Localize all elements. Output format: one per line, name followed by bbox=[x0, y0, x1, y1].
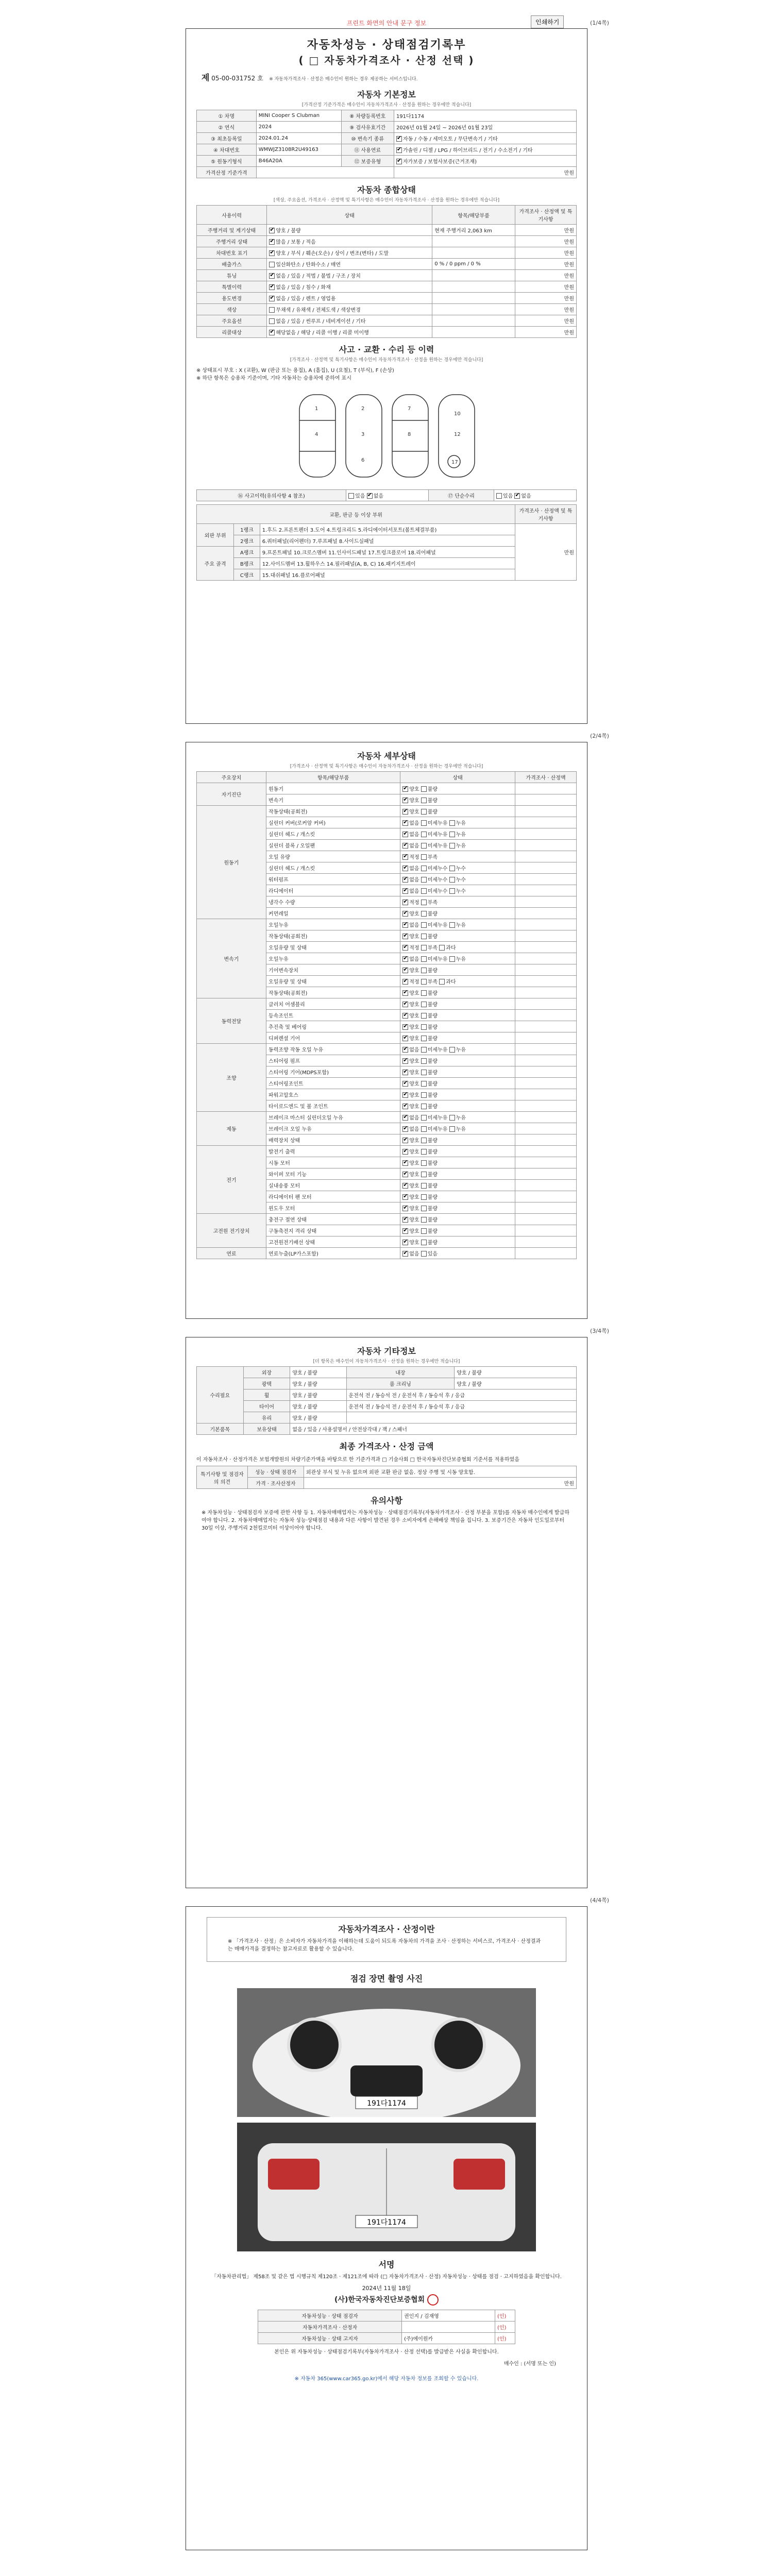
photo-heading: 점검 장면 촬영 사진 bbox=[350, 1974, 423, 1984]
table-row: 특기사항 및 점검자의 의견 성능 · 상태 점검자 외관상 부식 및 누유 없으며 외판 교환 판금 없음. 정상 주행 및 시동 양호함. bbox=[197, 1466, 577, 1478]
accident-legend: ※ 상태표시 부호 : X (교환), W (판금 또는 용접), A (흠집), U (요철), T (부식), F (손상) ※ 하단 항목은 승용차 기준이며, 기타 자동차는 승용차에 준하여 표시 bbox=[196, 368, 394, 381]
other-info-table bbox=[196, 1366, 577, 1435]
table-row: 외판 부위 1랭크 1.후드 2.프론트펜더 3.도어 4.트렁크리드 5.라디에이터서포트(볼트체결부품) 만원 bbox=[197, 524, 577, 535]
document-number: 제 05-00-031752 호 ※ 자동차가격조사 · 산정은 매수인이 원하는 경우 제공하는 서비스입니다. bbox=[201, 73, 418, 82]
table-row: 타이어 양호 / 불량 운전석 전 / 동승석 전 / 운전석 후 / 동승석 후 / 응급 bbox=[197, 1401, 577, 1412]
receipt-sign: 매수인 : (서명 또는 인) bbox=[503, 2361, 556, 2367]
table-row: ⑤ 원동기형식 B46A20A ⑫ 보증유형 ✔ 자가보증 / 보험사보증(근거조재) bbox=[197, 156, 577, 167]
table-row: 주행거리 상태 ✔ 많음 / 보통 / 적음 만원 bbox=[197, 236, 577, 247]
detail-status-table bbox=[196, 771, 577, 1259]
svg-text:4: 4 bbox=[315, 432, 318, 437]
plate-text: 191다1174 bbox=[367, 2099, 406, 2108]
document-subtitle: ( □ 자동차가격조사 · 산정 선택 ) bbox=[298, 54, 475, 66]
table-row: 연료 연료누출(LP가스포함) ✔ 없음 있음 bbox=[197, 1248, 577, 1259]
print-button[interactable]: 인쇄하기 bbox=[531, 15, 564, 28]
table-row: B랭크 12.사이드멤버 13.휠하우스 14.필러패널(A, B, C) 16.패키지트레이 bbox=[197, 558, 577, 569]
table-header-row: 주요장치 항목/해당부품 상태 가격조사 · 산정액 bbox=[197, 772, 577, 783]
table-row: 주요 골격 A랭크 9.프론트패널 10.크로스멤버 11.인사이드패널 17.트렁크플로어 18.리어패널 bbox=[197, 547, 577, 558]
top-notice: 프린트 화면의 안내 문구 정보 bbox=[346, 20, 427, 27]
table-row: 작동상태(공회전) ✔ 양호 불량 bbox=[197, 930, 577, 942]
svg-text:17: 17 bbox=[451, 460, 458, 465]
table-row: 라디에이터 ✔ 없음 미세누수 누수 bbox=[197, 885, 577, 896]
table-row: 제동 브레이크 마스터 실린더오일 누유 ✔ 없음 미세누유 누유 bbox=[197, 1112, 577, 1123]
svg-text:1: 1 bbox=[315, 406, 318, 412]
table-row: ④ 차대번호 WMWJZ3108R2U49163 ⑪ 사용연료 ✔ 가솔린 / 디젤 / LPG / 하이브리드 / 전기 / 수소전기 / 기타 bbox=[197, 144, 577, 156]
accident-summary-table bbox=[196, 489, 577, 501]
table-row: 고전원전기배선 상태 ✔ 양호 불량 bbox=[197, 1236, 577, 1248]
basic-info-heading: 자동차 기본정보 bbox=[357, 90, 416, 99]
rear-photo bbox=[237, 2123, 536, 2253]
svg-text:10: 10 bbox=[454, 411, 461, 417]
table-row: 오일 유량 ✔ 적정 부족 bbox=[197, 851, 577, 862]
signers-table bbox=[258, 2310, 515, 2344]
svg-text:2: 2 bbox=[361, 406, 365, 412]
final-price-text: 이 자동차조사 · 산정가격은 보험개발원의 차량기준가액을 바탕으로 한 기준가격과 □ 기술사회 □ 한국자동차진단보증협회 기준서를 적용하였음 bbox=[196, 1457, 519, 1463]
detail-status-note: [가격조사 · 산정액 및 특기사항은 매수인이 자동차가격조사 · 산정을 원하는 경우에만 적습니다] bbox=[290, 764, 483, 769]
table-row: 기본품목 보유상태 없음 / 있음 / 사용설명서 / 안전삼각대 / 잭 / 스패너 bbox=[197, 1423, 577, 1435]
table-row: 리콜대상 ✔ 해당없음 / 해당 / 리콜 이행 / 리콜 미이행 만원 bbox=[197, 327, 577, 338]
table-row: 변속기 ✔ 양호 불량 bbox=[197, 794, 577, 806]
accident-history-note: [가격조사 · 산정액 및 특기사항은 매수인이 자동차가격조사 · 산정을 원하는 경우에만 적습니다] bbox=[290, 358, 483, 363]
car-damage-diagram bbox=[196, 384, 578, 487]
page-4 bbox=[186, 1906, 587, 2550]
overall-status-heading: 자동차 종합상태 bbox=[357, 185, 416, 195]
table-row: 배력장치 상태 ✔ 양호 불량 bbox=[197, 1134, 577, 1146]
table-row: 실린더 헤드 / 개스킷 ✔ 없음 미세누유 누유 bbox=[197, 828, 577, 840]
svg-text:3: 3 bbox=[361, 432, 365, 437]
svg-text:7: 7 bbox=[408, 406, 411, 412]
other-info-note: [더 항목은 매수인이 자동차가격조사 · 산정을 원하는 경우에만 적습니다] bbox=[313, 1359, 460, 1364]
overall-status-note: [색상, 주요옵션, 가격조사 · 산정액 및 특기사항은 매수인이 자동차가격조사 · 산정을 원하는 경우에만 적습니다] bbox=[273, 198, 500, 203]
page-number: (2/4쪽) bbox=[590, 733, 609, 739]
table-row: 유리 양호 / 불량 bbox=[197, 1412, 577, 1423]
svg-text:8: 8 bbox=[408, 432, 411, 437]
signature-company: (사)한국자동차진단보증협회 bbox=[186, 2294, 587, 2306]
price-intro-box: 자동차가격조사 · 산정이란 ※ 「가격조사 · 산정」은 소비자가 자동차가격을 이해하는데 도움이 되도록 자동차의 가격을 조사 · 산정하는 서비스로, 가격조사 · 산정결과는 매매가격을 결정하는 참고자료로 활용할 수 있습니다. bbox=[207, 1917, 566, 1962]
table-row: 자동차성능 · 상태 점검자 권인지 / 김재영 (인) bbox=[258, 2310, 515, 2321]
table-row: 스티어링 기어(MDPS포함) ✔ 양호 불량 bbox=[197, 1066, 577, 1078]
table-row: 자기진단 원동기 ✔ 양호 불량 bbox=[197, 783, 577, 794]
table-row: 와이퍼 모터 기능 ✔ 양호 불량 bbox=[197, 1168, 577, 1180]
front-photo bbox=[237, 1988, 536, 2119]
svg-text:6: 6 bbox=[361, 457, 365, 463]
table-row: 배출가스 일산화탄소 / 탄화수소 / 매연 0 % / 0 ppm / 0 % 만원 bbox=[197, 259, 577, 270]
table-header-row: 교환, 판금 등 이상 부위 가격조사 · 산정액 및 특기사항 bbox=[197, 505, 577, 524]
basic-info-note: [가격산정 기준가격은 매수인이 자동차가격조사 · 산정을 원하는 경우에만 적습니다] bbox=[301, 103, 472, 108]
table-row: 변속기 오일누유 ✔ 없음 미세누유 누유 bbox=[197, 919, 577, 930]
table-row: 특별이력 ✔ 없음 / 있음 / 침수 / 화재 만원 bbox=[197, 281, 577, 293]
table-row: 타이로드엔드 및 볼 조인트 ✔ 양호 불량 bbox=[197, 1100, 577, 1112]
page-1 bbox=[186, 28, 587, 724]
page-number: (3/4쪽) bbox=[590, 1328, 609, 1334]
overall-status-table bbox=[196, 205, 577, 338]
table-row: 조향 동력조향 작동 오일 누유 ✔ 없음 미세누유 누유 bbox=[197, 1044, 577, 1055]
table-row: 색상 무채색 / 유채색 / 전체도색 / 색상변경 만원 bbox=[197, 304, 577, 315]
frame-table bbox=[196, 504, 577, 581]
plate-text-rear: 191다1174 bbox=[367, 2218, 406, 2227]
table-row: 브레이크 오일 누유 ✔ 없음 미세누유 누유 bbox=[197, 1123, 577, 1134]
table-row: 전기 발전기 출력 ✔ 양호 불량 bbox=[197, 1146, 577, 1157]
table-row: 라디에이터 팬 모터 ✔ 양호 불량 bbox=[197, 1191, 577, 1202]
table-row: 커먼레일 ✔ 양호 불량 bbox=[197, 908, 577, 919]
document-title: 자동차성능 · 상태점검기록부 bbox=[307, 39, 466, 52]
table-row: 용도변경 ✔ 없음 / 있음 / 렌트 / 영업용 만원 bbox=[197, 293, 577, 304]
table-row: 원동기 작동상태(공회전) ✔ 양호 불량 bbox=[197, 806, 577, 817]
table-row: 가격산정 기준가격 만원 bbox=[197, 167, 577, 178]
table-row: ③ 최초등록일 2024.01.24 ⑩ 변속기 종류 ✔ 자동 / 수동 / 세미오토 / 무단변속기 / 기타 bbox=[197, 133, 577, 144]
table-row: 2랭크 6.쿼터패널(리어펜더) 7.루프패널 8.사이드실패널 bbox=[197, 535, 577, 547]
table-row: 가격 · 조사산정자 만원 bbox=[197, 1478, 577, 1489]
footer-note: ※ 자동차 365(www.car365.go.kr)에서 해당 자동차 정보를 조회할 수 있습니다. bbox=[294, 2376, 479, 2382]
table-row: 오일유량 및 상태 ✔ 적정 부족 과다 bbox=[197, 942, 577, 953]
table-row: C랭크 15.대쉬패널 16.플로어패널 bbox=[197, 569, 577, 581]
basic-info-table bbox=[196, 110, 577, 178]
table-row: 광택 양호 / 불량 룸 크리닝 양호 / 불량 bbox=[197, 1378, 577, 1389]
seal-icon bbox=[427, 2294, 439, 2306]
table-row: 시동 모터 ✔ 양호 불량 bbox=[197, 1157, 577, 1168]
accident-history-heading: 사고 · 교환 · 수리 등 이력 bbox=[339, 345, 434, 354]
table-row: 디퍼렌셜 기어 ✔ 양호 불량 bbox=[197, 1032, 577, 1044]
svg-text:12: 12 bbox=[454, 432, 461, 437]
table-row: ⑯ 사고이력(유의사항 4 참조) 있음 ✔ 없음 ⑰ 단순수리 있음 ✔ 없음 bbox=[197, 490, 577, 501]
notice-text: ※ 자동차성능 · 상태점검자 보증에 관한 사항 등 1. 자동차매매업자는 자동차성능 · 상태점검기록부(자동차가격조사 · 산정 부분을 포함)를 자동차 매수인에게 발급하여야 합니다. 2. 자동차매매업자는 자동차 성능·상태점검 내용과 다른 사항이 발견된 경우 소비자에게 손해배상 책임을 집니다. 3. 보증기간은 자동차 인도일로부터 30일 이상, 주행거리 2천킬로미터 이상이어야 합니다. bbox=[201, 1510, 569, 1531]
table-row: 윈도우 모터 ✔ 양호 불량 bbox=[197, 1202, 577, 1214]
table-row: 주행거리 및 계기상태 ✔ 양호 / 불량 현재 주행거리 2,063 km 만원 bbox=[197, 225, 577, 236]
table-row: 튜닝 ✔ 없음 / 있음 / 적법 / 불법 / 구조 / 장치 만원 bbox=[197, 270, 577, 281]
page-2 bbox=[186, 742, 587, 1319]
table-row: 자동차성능 · 상태 고지자 (주)에이원카 (인) bbox=[258, 2333, 515, 2344]
detail-status-heading: 자동차 세부상태 bbox=[357, 751, 416, 761]
table-row: 파워고압호스 ✔ 양호 불량 bbox=[197, 1089, 577, 1100]
table-row: 워터펌프 ✔ 없음 미세누수 누수 bbox=[197, 874, 577, 885]
table-row: 오일유량 및 상태 ✔ 적정 부족 과다 bbox=[197, 976, 577, 987]
table-row: ② 연식 2024 ⑨ 검사유효기간 2026년 01월 24일 ~ 2026년 01월 23일 bbox=[197, 122, 577, 133]
car-outline-icon bbox=[196, 384, 578, 487]
table-row: 자동차가격조사 · 산정자 (인) bbox=[258, 2321, 515, 2333]
table-row: 기어변속장치 ✔ 양호 불량 bbox=[197, 964, 577, 976]
receipt-text: 본인은 위 자동차성능 · 상태점검기록부(자동차가격조사 · 산정 선택)를 발급받은 사실을 확인합니다. bbox=[274, 2349, 499, 2355]
notice-heading: 유의사항 bbox=[371, 1496, 402, 1505]
other-info-heading: 자동차 기타정보 bbox=[357, 1346, 416, 1356]
table-row: 스티어링 펌프 ✔ 양호 불량 bbox=[197, 1055, 577, 1066]
table-row: 스티어링조인트 ✔ 양호 불량 bbox=[197, 1078, 577, 1089]
table-row: 냉각수 수량 ✔ 적정 부족 bbox=[197, 896, 577, 908]
special-notes-table bbox=[196, 1466, 577, 1489]
signature-date: 2024년 11월 18일 bbox=[362, 2285, 411, 2292]
page-3 bbox=[186, 1337, 587, 1888]
table-row: 작동상태(공회전) ✔ 양호 불량 bbox=[197, 987, 577, 998]
table-row: 고전원 전기장치 충전구 절연 상태 ✔ 양호 불량 bbox=[197, 1214, 577, 1225]
table-row: ① 차명 MINI Cooper S Clubman ⑧ 차량등록번호 191다1174 bbox=[197, 110, 577, 122]
table-row: 동력전달 클러치 어셈블리 ✔ 양호 불량 bbox=[197, 998, 577, 1010]
signature-text: 「자동차관리법」 제58조 및 같은 법 시행규칙 제120조 · 제121조에 따라 (□ 자동차가격조사 · 산정) 자동차성능 · 상태를 점검 · 고지하였음을 확인합니다. bbox=[211, 2274, 562, 2280]
signature-heading: 서명 bbox=[378, 2260, 395, 2269]
page-number: (4/4쪽) bbox=[590, 1897, 609, 1904]
table-row: 실내송풍 모터 ✔ 양호 불량 bbox=[197, 1180, 577, 1191]
page-number: (1/4쪽) bbox=[590, 20, 609, 26]
table-row: 휠 양호 / 불량 운전석 전 / 동승석 전 / 운전석 후 / 동승석 후 / 응급 bbox=[197, 1389, 577, 1401]
table-row: 주요옵션 없음 / 있음 / 썬루프 / 네비게이션 / 기타 만원 bbox=[197, 315, 577, 327]
table-row: 추진축 및 베어링 ✔ 양호 불량 bbox=[197, 1021, 577, 1032]
table-row: 구동축전지 격리 상태 ✔ 양호 불량 bbox=[197, 1225, 577, 1236]
table-row: 차대번호 표기 ✔ 양호 / 부식 / 훼손(오손) / 상이 / 변조(변타) / 도말 만원 bbox=[197, 247, 577, 259]
table-row: 등속조인트 ✔ 양호 불량 bbox=[197, 1010, 577, 1021]
table-row: 오일누유 ✔ 없음 미세누유 누유 bbox=[197, 953, 577, 964]
table-row: 실린더 블록 / 오일팬 ✔ 없음 미세누유 누유 bbox=[197, 840, 577, 851]
table-row: 실린더 헤드 / 개스킷 ✔ 없음 미세누수 누수 bbox=[197, 862, 577, 874]
table-header-row: 사용이력 상태 항목/해당부품 가격조사 · 산정액 및 특기사항 bbox=[197, 206, 577, 225]
final-price-heading: 최종 가격조사 · 산정 금액 bbox=[339, 1442, 434, 1451]
table-row: 수리필요 외장 양호 / 불량 내장 양호 / 불량 bbox=[197, 1367, 577, 1378]
table-row: 실린더 커버(로커암 커버) ✔ 없음 미세누유 누유 bbox=[197, 817, 577, 828]
